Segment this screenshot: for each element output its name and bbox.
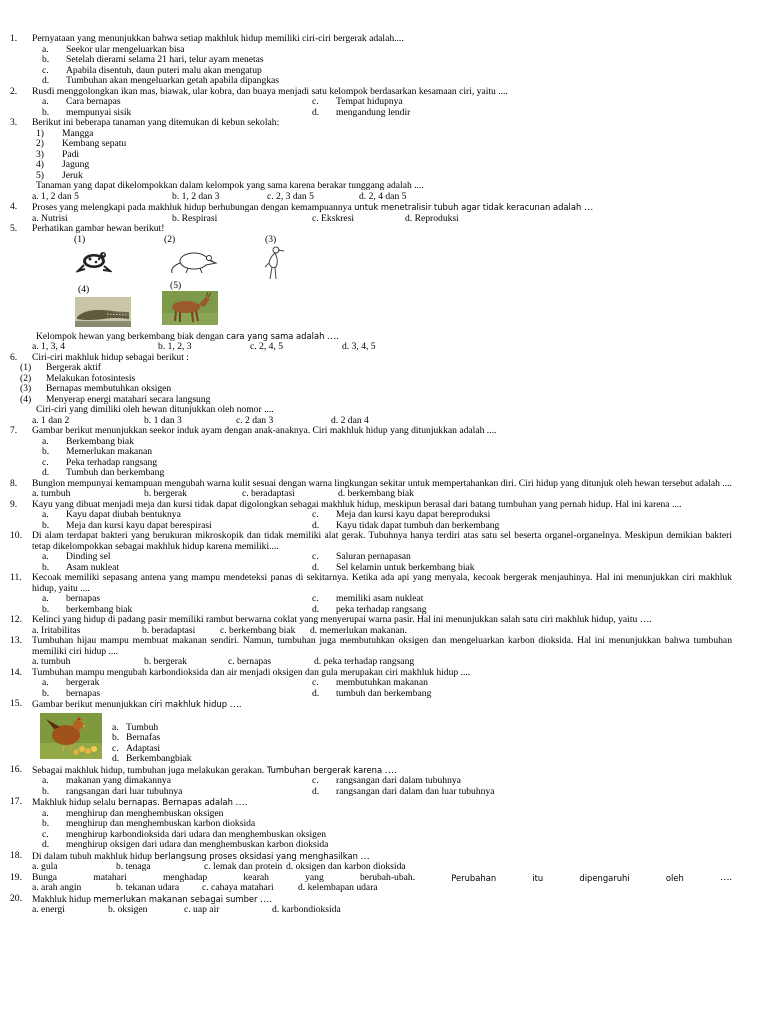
question-1 <box>10 34 732 87</box>
option-a: a. Tumbuh <box>112 721 159 733</box>
question-number: 10. <box>10 530 22 541</box>
question-text: Kelinci yang hidup di padang pasir memiliki rambut berwarna coklat yang menyerupai warna pasir. Hal ini menunjukkan salah satu ciri makhluk hidup, yaitu …. <box>32 614 652 625</box>
question-9 <box>10 500 732 532</box>
question-number: 6. <box>10 351 18 363</box>
option-c: c. Peka terhadap rangsang <box>42 456 158 468</box>
question-text: Sebagai makhluk hidup, tumbuhan juga melakukan gerakan. Tumbuhan bergerak karena …. <box>32 764 397 776</box>
question-text: Ciri-ciri makhluk hidup sebagai berikut : <box>32 351 189 363</box>
option-c: c. rangsangan dari dalam tubuhnya <box>312 775 461 786</box>
option-d: d. Berkembangbiak <box>112 753 192 764</box>
option-d: d. mengandung lendir <box>312 106 411 118</box>
deer-image <box>162 291 218 325</box>
question-text: Pernyataan yang menunjukkan bahwa setiap makhluk hidup memiliki ciri-ciri bergerak adalah.... <box>32 33 404 44</box>
question-16 <box>10 765 732 798</box>
list-item: (2) Melakukan fotosintesis <box>20 372 136 384</box>
hen-with-chicks-image <box>40 713 102 759</box>
list-item: (3) Bernapas membutuhkan oksigen <box>20 383 172 394</box>
options-row: a. 1 dan 2 b. 1 dan 3 c. 2 dan 3 d. 2 dan 4 <box>32 414 369 426</box>
question-number: 15. <box>10 698 22 709</box>
question-text: Makhluk hidup memerlukan makanan sebagai sumber …. <box>32 893 272 905</box>
question-number: 4. <box>10 201 18 212</box>
question-number: 19. <box>10 871 22 883</box>
question-number: 12. <box>10 614 22 625</box>
question-text: Bunglon mempunyai kemampuan mengubah warna kulit sesuai dengan warna lingkungan sekitar untuk mempertahankan diri. Ciri hidup yang ditunjuk oleh hewan tersebut adalah .... <box>32 477 732 489</box>
list-item: 4) Jagung <box>36 159 90 170</box>
question-text: Kecoak memiliki sepasang antena yang mampu mendeteksi panas di sekitarnya. Ketika ada api yang menyala, kecoak bergerak menjauhinya. Hal ini menunjukkan ciri makhluk hidup, yaitu .... <box>32 572 732 594</box>
question-number: 17. <box>10 796 22 807</box>
question-5 <box>10 224 732 353</box>
question-text: Kayu yang dibuat menjadi meja dan kursi tidak dapat digolongkan sebagai makhluk hidup, meskipun berasal dari batang tumbuhan yang pernah hidup. Hal ini karena .... <box>32 498 682 510</box>
question-number: 20. <box>10 892 22 904</box>
picture-label: (2) <box>164 233 176 245</box>
list-item: 5) Jeruk <box>36 169 83 181</box>
question-text: Berikut ini beberapa tanaman yang ditemukan di kebun sekolah: <box>32 117 280 128</box>
question-number: 3. <box>10 117 18 128</box>
option-c: c. Tempat hidupnya <box>312 96 403 107</box>
question-note: Tanaman yang dapat dikelompokkan dalam kelompok yang sama karena berakar tunggang adalah .... <box>36 180 424 191</box>
question-text: Gambar berikut menunjukkan seekor induk ayam dengan anak-anaknya. Ciri makhluk hidup yang ditunjukkan adalah .... <box>32 425 497 436</box>
question-note: Kelompok hewan yang berkembang biak dengan cara yang sama adalah …. <box>36 330 339 342</box>
question-number: 8. <box>10 477 18 489</box>
question-17 <box>10 797 732 851</box>
question-number: 13. <box>10 635 22 646</box>
question-20 <box>10 894 732 916</box>
question-text: Di alam terdapat bakteri yang berukuran mikroskopik dan tidak memiliki alat gerak. Tubuhnya hanya terdiri atas satu sel beserta organel-organelnya. Meskipun demikian bakteri tetap dikelompokkan sebagai makhluk hidup karena memiliki.... <box>32 530 732 552</box>
question-number: 9. <box>10 498 18 510</box>
question-text: Perhatikan gambar hewan berikut! <box>32 223 165 234</box>
question-text: Tumbuhan mampu mengubah karbondioksida dan air menjadi oksigen dan gula merupakan ciri makhluk hidup .... <box>32 666 471 678</box>
option-a: a. bergerak <box>42 677 100 688</box>
question-7 <box>10 426 732 479</box>
options-row: a. 1, 3, 4 b. 1, 2, 3 c. 2, 4, 5 d. 3, 4, 5 <box>32 341 376 352</box>
option-c: c. membutuhkan makanan <box>312 677 428 688</box>
option-d: d. Sel kelamin untuk berkembang biak <box>312 561 475 573</box>
question-3 <box>10 118 732 202</box>
option-d: d. Tumbuhan akan mengeluarkan getah apabila dipangkas <box>42 75 280 86</box>
question-10 <box>10 531 732 573</box>
option-d: d. menghirup oksigen dari udara dan menghembuskan karbon dioksida <box>42 839 329 850</box>
options-row: a. Nutrisi b. Respirasi c. Ekskresi d. Reproduksi <box>32 212 459 224</box>
option-d: d. Kayu tidak dapat tumbuh dan berkembang <box>312 519 500 531</box>
option-c: c. memiliki asam nukleat <box>312 593 424 604</box>
question-text: Di dalam tubuh makhluk hidup berlangsung proses oksidasi yang menghasilkan … <box>32 850 370 862</box>
question-number: 11. <box>10 572 22 583</box>
animal-pictures <box>50 235 732 331</box>
option-c: c. Adaptasi <box>112 742 161 754</box>
options-row: a. 1, 2 dan 5 b. 1, 2 dan 3 c. 2, 3 dan 5 d. 2, 4 dan 5 <box>32 190 407 202</box>
options-row: a. Iritabilitas b. beradaptasi c. berkembang biak d. memerlukan makanan. <box>32 624 407 636</box>
option-b: b. Memerlukan makanan <box>42 446 153 457</box>
list-item: (4) Menyerap energi matahari secara langsung <box>20 393 211 405</box>
question-19 <box>10 873 732 894</box>
option-b: b. menghirup dan menghembuskan karbon dioksida <box>42 818 256 829</box>
option-a: a. Cara bernapas <box>42 96 121 107</box>
question-number: 18. <box>10 849 22 861</box>
option-d: d. tumbuh dan berkembang <box>312 687 432 699</box>
option-a: a. Dinding sel <box>42 551 111 562</box>
option-b: b. bernapas <box>42 687 101 699</box>
option-b: b. berkembang biak <box>42 603 133 615</box>
question-14 <box>10 668 732 700</box>
question-8 <box>10 479 732 500</box>
option-b: b. Setelah dierami selama 21 hari, telur ayam menetas <box>42 54 264 65</box>
question-number: 1. <box>10 33 18 44</box>
question-11 <box>10 573 732 615</box>
option-a: a. Berkembang biak <box>42 435 134 447</box>
question-text: Makhluk hidup selalu bernapas. Bernapas adalah …. <box>32 797 248 808</box>
option-b: b. Asam nukleat <box>42 561 120 573</box>
option-c: c. Meja dan kursi kayu dapat bereproduksi <box>312 509 491 520</box>
option-d: d. rangsangan dari dalam dan luar tubuhnya <box>312 785 495 797</box>
question-15 <box>10 699 732 765</box>
question-text: Gambar berikut menunjukkan ciri makhluk hidup …. <box>32 699 242 710</box>
option-b: b. rangsangan dari luar tubuhnya <box>42 785 183 797</box>
list-item: 3) Padi <box>36 148 80 160</box>
rat-image <box>168 245 220 275</box>
option-a: a. menghirup dan menghembuskan oksigen <box>42 807 224 819</box>
options-row: a. tumbuh b. bergerak c. beradaptasi d. berkembang biak <box>32 488 414 499</box>
option-a: a. Kayu dapat diubah bentuknya <box>42 509 181 520</box>
picture-label: (4) <box>78 283 90 295</box>
question-number: 7. <box>10 425 18 436</box>
frog-image <box>76 247 112 273</box>
list-item: 1) Mangga <box>36 127 94 139</box>
question-2 <box>10 87 732 119</box>
question-12 <box>10 615 732 636</box>
question-text: Rusdi menggolongkan ikan mas, biawak, ular kobra, dan buaya menjadi satu kelompok berdasarkan kesamaan ciri, yaitu .... <box>32 85 508 97</box>
picture-label: (1) <box>74 233 86 245</box>
question-number: 16. <box>10 763 22 775</box>
option-a: a. Seekor ular mengeluarkan bisa <box>42 43 185 55</box>
option-c: c. Saluran pernapasan <box>312 551 411 562</box>
picture-label: (3) <box>265 233 277 245</box>
question-6 <box>10 353 732 427</box>
question-text: Bunga matahari menghadap kearah yang berubah-ubah. Perubahan itu dipengaruhi oleh …. <box>32 871 732 883</box>
option-b: b. mempunyai sisik <box>42 106 132 118</box>
question-number: 2. <box>10 85 18 97</box>
option-a: a. bernapas <box>42 593 101 604</box>
question-13 <box>10 636 732 668</box>
question-4 <box>10 202 732 224</box>
question-number: 14. <box>10 666 22 678</box>
question-18 <box>10 851 732 873</box>
options-row: a. energi b. oksigen c. uap air d. karbondioksida <box>32 904 341 915</box>
options-row: a. gula b. tenaga c. lemak dan protein d. oksigen dan karbon dioksida <box>32 861 406 872</box>
bird-image <box>262 245 286 281</box>
option-c: c. menghirup karbondioksida dari udara dan menghembuskan oksigen <box>42 828 327 840</box>
option-d: d. Tumbuh dan berkembang <box>42 467 165 478</box>
option-c: c. Apabila disentuh, daun puteri malu akan mengatup <box>42 64 262 76</box>
option-a: a. makanan yang dimakannya <box>42 775 171 786</box>
list-item: (1) Bergerak aktif <box>20 362 101 373</box>
question-number: 5. <box>10 223 18 234</box>
crocodile-image <box>75 297 131 327</box>
picture-label: (5) <box>170 279 182 291</box>
option-d: d. peka terhadap rangsang <box>312 603 427 615</box>
question-text: Tumbuhan hijau mampu membuat makanan sendiri. Namun, tumbuhan juga membutuhkan oksigen dan mengeluarkan karbon dioksida. Hal ini menunjukkan bahwa tumbuhan memiliki ciri hidup .... <box>32 635 732 657</box>
list-item: 2) Kembang sepatu <box>36 138 127 149</box>
options-row: a. tumbuh b. bergerak c. bernapas d. peka terhadap rangsang <box>32 656 415 667</box>
option-b: b. Bernafas <box>112 732 161 743</box>
options-row: a. arah angin b. tekanan udara c. cahaya matahari d. kelembapan udara <box>32 882 378 893</box>
question-text: Proses yang melengkapi pada makhluk hidup berhubungan dengan kemampuannya untuk menetralisir tubuh agar tidak keracunan adalah … <box>32 202 594 213</box>
question-note: Ciri-ciri yang dimiliki oleh hewan ditunjukkan oleh nomor .... <box>36 404 274 415</box>
option-b: b. Meja dan kursi kayu dapat berespirasi <box>42 519 212 531</box>
